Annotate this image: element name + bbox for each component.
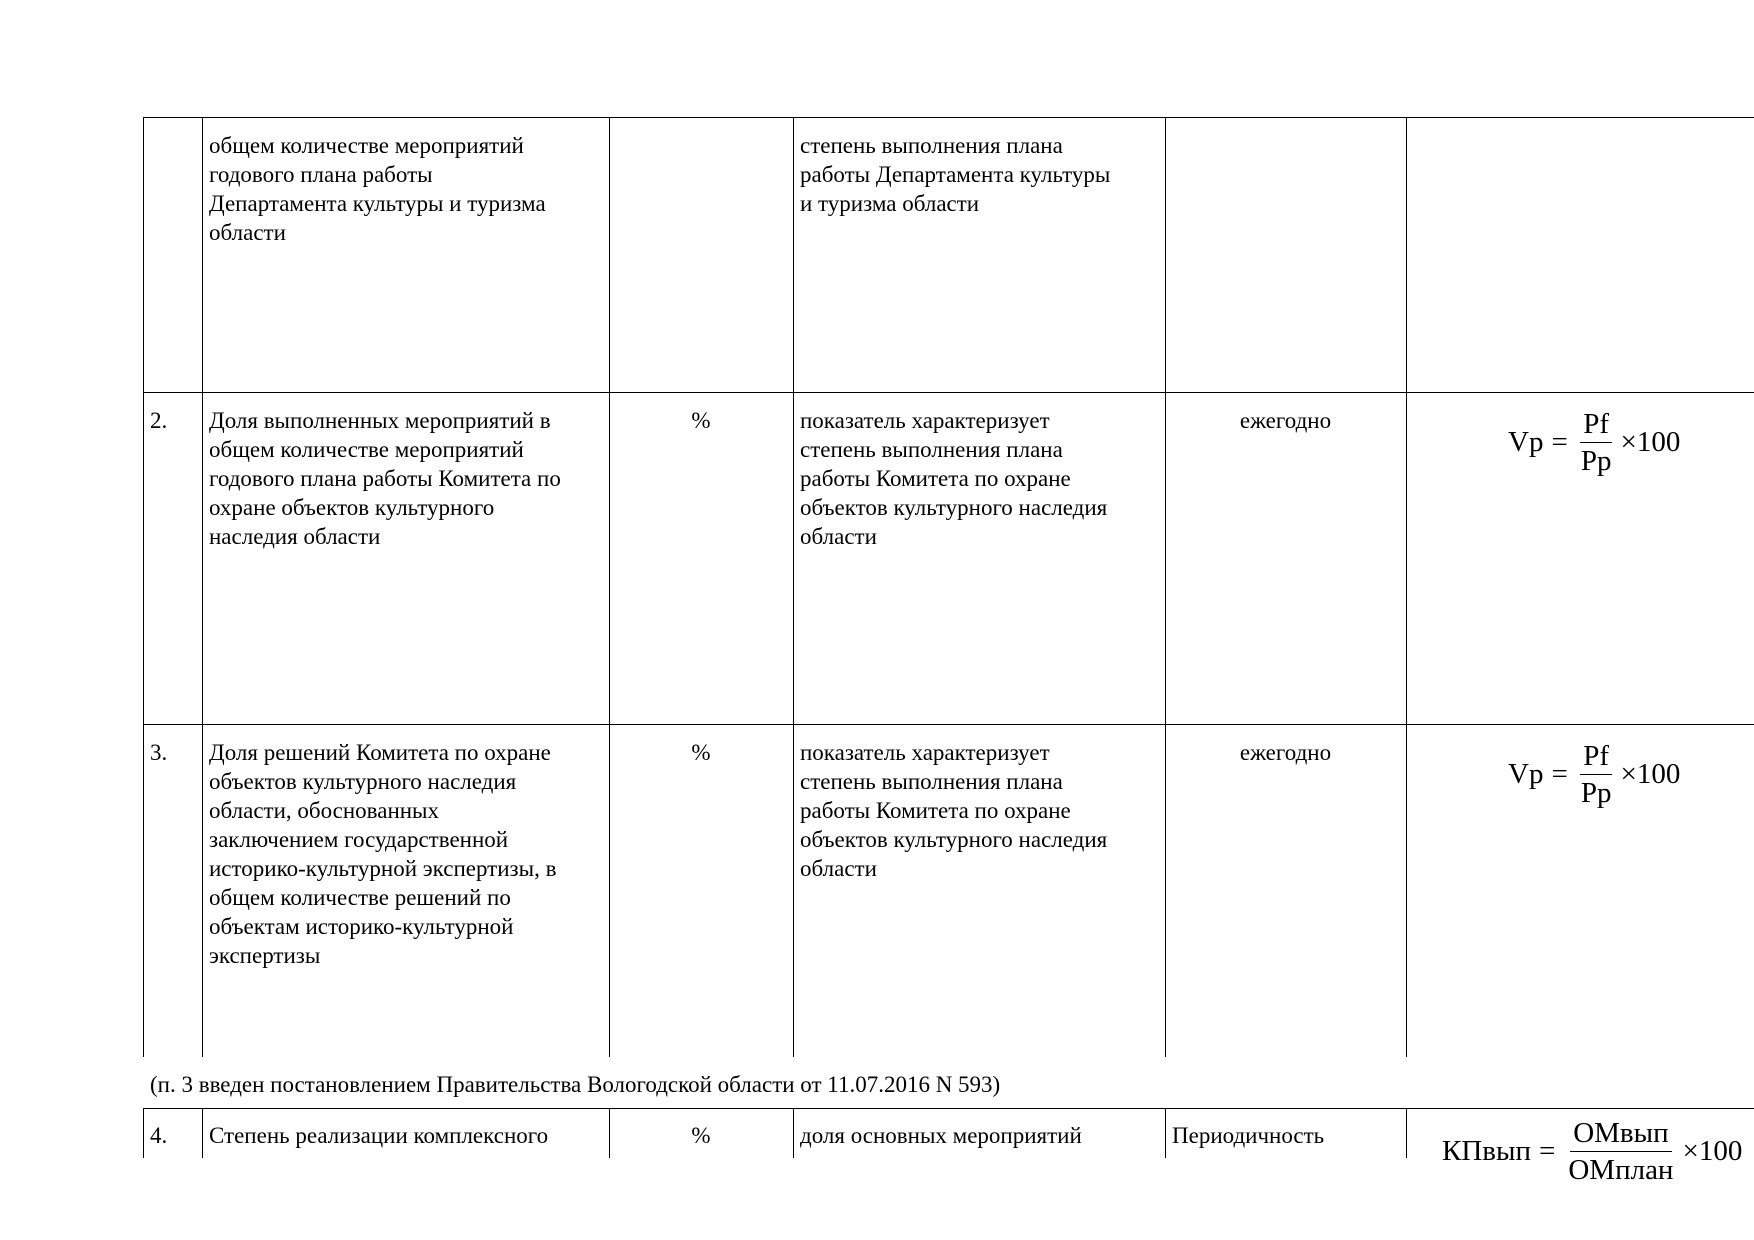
col-border-1	[202, 117, 203, 1057]
formula-fraction	[1578, 406, 1615, 479]
row2-formula	[1508, 406, 1680, 479]
times-sign: ×	[1620, 426, 1637, 458]
col-border-4	[1165, 117, 1166, 1057]
row-divider-2	[143, 724, 1754, 725]
row1-description: степень выполнения плана работы Департамента культуры и туризма области	[800, 133, 1111, 216]
row3-number: 3.	[150, 740, 168, 765]
formula-numerator: Pf	[1580, 738, 1612, 775]
formula-fraction	[1578, 738, 1615, 811]
formula-denominator: Pp	[1580, 445, 1612, 477]
col-border-3	[793, 117, 794, 1057]
row3-name: Доля решений Комитета по охране объектов культурного наследия области, обоснованных заключением государственной историко-культурной экспертизы, в общем количестве решений по объектам историко-культурной экспертизы	[209, 740, 557, 968]
times-sign: ×	[1620, 758, 1637, 790]
row1-name: общем количестве мероприятий годового плана работы Департамента культуры и туризма области	[209, 133, 546, 245]
formula-denominator: Pp	[1580, 777, 1612, 809]
col-border-1b	[202, 1108, 203, 1158]
col-border-5b	[1406, 1108, 1407, 1158]
row2-period: ежегодно	[1239, 408, 1332, 433]
row3-period: ежегодно	[1239, 740, 1332, 765]
row4-name: Степень реализации комплексного	[209, 1123, 549, 1148]
table-top-border	[143, 117, 1754, 118]
row3-unit: %	[691, 740, 711, 765]
row4-unit: %	[691, 1123, 711, 1148]
formula-lhs: КПвып	[1442, 1135, 1531, 1167]
equals-sign: =	[1551, 758, 1568, 790]
row3-description: показатель характеризует степень выполнения плана работы Комитета по охране объектов культурного наследия области	[800, 740, 1108, 881]
formula-fraction	[1565, 1115, 1676, 1188]
equals-sign: =	[1538, 1135, 1556, 1167]
formula-multiplier: 100	[1698, 1135, 1743, 1167]
formula-multiplier: 100	[1636, 426, 1681, 458]
formula-lhs: Vp	[1508, 426, 1544, 458]
row4-description: доля основных мероприятий	[800, 1123, 1082, 1148]
col-border-0	[143, 117, 144, 1057]
row2-number: 2.	[150, 408, 168, 433]
formula-numerator: ОМвып	[1570, 1115, 1671, 1152]
equals-sign: =	[1551, 426, 1568, 458]
amendment-note: (п. 3 введен постановлением Правительства Вологодской области от 11.07.2016 N 593)	[150, 1072, 1001, 1097]
col-border-5	[1406, 117, 1407, 1057]
row2-description: показатель характеризует степень выполнения плана работы Комитета по охране объектов культурного наследия области	[800, 408, 1108, 549]
row3-formula	[1508, 738, 1680, 811]
times-sign: ×	[1682, 1135, 1699, 1167]
col-border-0b	[143, 1108, 144, 1158]
row4-period: Периодичность	[1172, 1123, 1325, 1148]
row4-number: 4.	[150, 1123, 168, 1148]
row-divider-3	[143, 1108, 1754, 1109]
formula-numerator: Pf	[1580, 406, 1612, 443]
col-border-4b	[1165, 1108, 1166, 1158]
formula-multiplier: 100	[1636, 758, 1681, 790]
row2-unit: %	[691, 408, 711, 433]
row4-formula	[1442, 1115, 1742, 1188]
formula-denominator: ОМплан	[1568, 1154, 1674, 1186]
col-border-2	[609, 117, 610, 1057]
row2-name: Доля выполненных мероприятий в общем количестве мероприятий годового плана работы Комитета по охране объектов культурного наследия области	[209, 408, 561, 549]
col-border-3b	[793, 1108, 794, 1158]
row-divider-1	[143, 392, 1754, 393]
formula-lhs: Vp	[1508, 758, 1544, 790]
